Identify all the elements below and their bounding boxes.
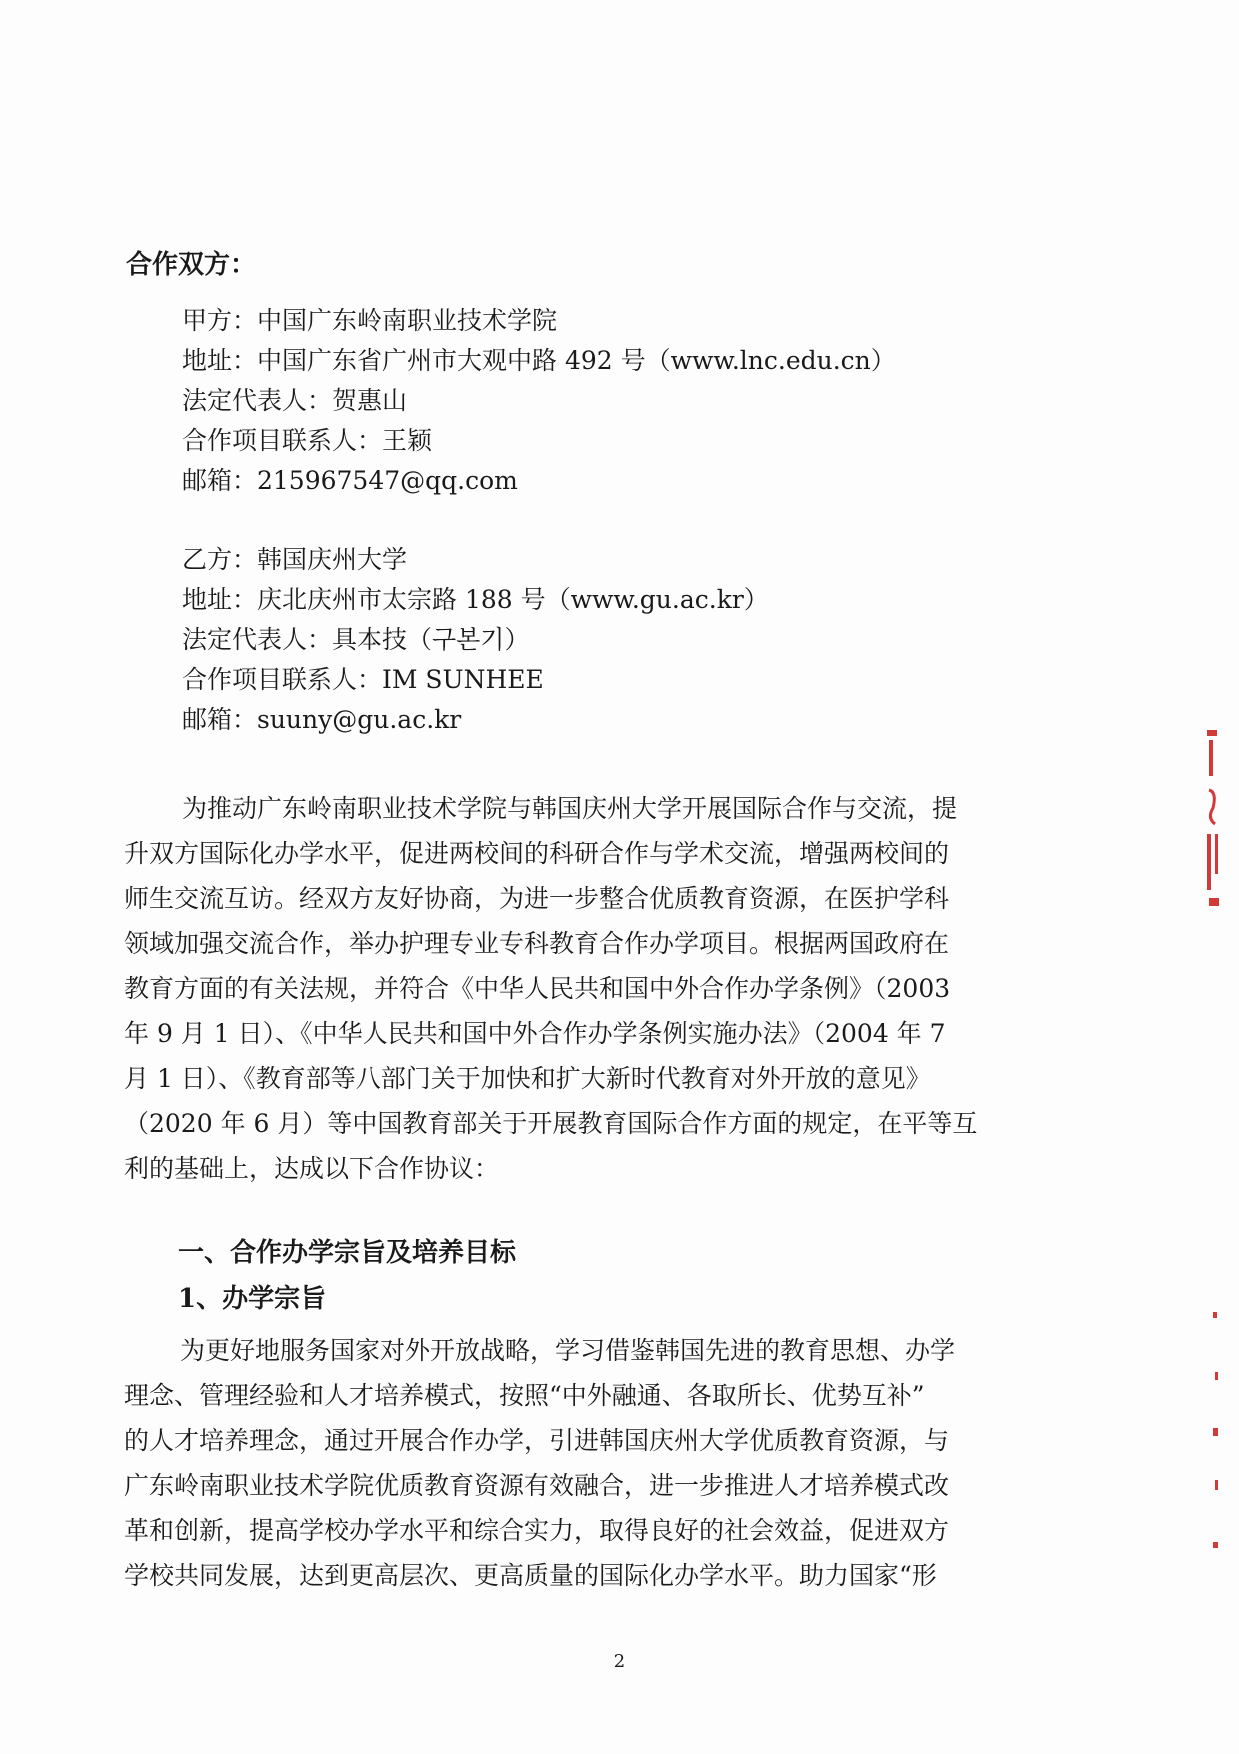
preamble-line: 利的基础上，达成以下合作协议： <box>124 1154 500 1183</box>
preamble-line: 月 1 日）、《教育部等八部门关于加快和扩大新时代教育对外开放的意见》 <box>124 1064 931 1093</box>
paragraph-line: 广东岭南职业技术学院优质教育资源有效融合，进一步推进人才培养模式改 <box>124 1471 950 1500</box>
section-1-heading: 一、合作办学宗旨及培养目标 <box>178 1238 517 1268</box>
preamble-line: 领域加强交流合作，举办护理专业专科教育合作办学项目。根据两国政府在 <box>124 929 950 958</box>
page-number: 2 <box>613 1651 626 1672</box>
paragraph-line: 的人才培养理念，通过开展合作办学，引进韩国庆州大学优质教育资源，与 <box>124 1426 950 1455</box>
subsection-1-heading: 1、办学宗旨 <box>178 1284 327 1314</box>
preamble-line: （2020 年 6 月）等中国教育部关于开展教育国际合作方面的规定，在平等互 <box>124 1109 978 1138</box>
party-a-email: 邮箱：215967547@qq.com <box>182 466 518 495</box>
party-a-contact: 合作项目联系人：王颖 <box>182 426 433 455</box>
subsection-1-paragraph <box>124 1328 955 1598</box>
paragraph-line: 学校共同发展，达到更高层次、更高质量的国际化办学水平。助力国家“形 <box>124 1561 937 1590</box>
party-a-address: 地址：中国广东省广州市大观中路 492 号（www.lnc.edu.cn） <box>182 346 896 375</box>
party-b-contact: 合作项目联系人：IM SUNHEE <box>182 665 544 694</box>
seam-seal-mark <box>1203 730 1225 910</box>
paragraph-line: 革和创新，提高学校办学水平和综合实力，取得良好的社会效益，促进双方 <box>124 1516 950 1545</box>
preamble-line: 升双方国际化办学水平，促进两校间的科研合作与学术交流，增强两校间的 <box>124 839 950 868</box>
preamble-line: 教育方面的有关法规，并符合《中华人民共和国中外合作办学条例》（2003 <box>124 974 951 1003</box>
party-b-email: 邮箱：suuny@gu.ac.kr <box>182 705 462 734</box>
party-a-representative: 法定代表人：贺惠山 <box>182 386 408 415</box>
paragraph-line: 理念、管理经验和人才培养模式，按照“中外融通、各取所长、优势互补” <box>124 1381 925 1410</box>
preamble-line: 为推动广东岭南职业技术学院与韩国庆州大学开展国际合作与交流，提 <box>182 794 958 823</box>
preamble-line: 师生交流互访。经双方友好协商，为进一步整合优质教育资源，在医护学科 <box>124 884 950 913</box>
party-b-address: 地址：庆北庆州市太宗路 188 号（www.gu.ac.kr） <box>182 585 769 614</box>
party-b-representative: 法定代表人：具本技（구본기） <box>182 625 530 654</box>
preamble-paragraph <box>124 786 977 1191</box>
preamble-line: 年 9 月 1 日）、《中华人民共和国中外合作办学条例实施办法》（2004 年 7 <box>124 1019 946 1048</box>
parties-heading: 合作双方： <box>126 250 257 280</box>
paragraph-line: 为更好地服务国家对外开放战略，学习借鉴韩国先进的教育思想、办学 <box>180 1336 956 1365</box>
seam-seal-dots <box>1203 1310 1225 1550</box>
party-a-name: 甲方：中国广东岭南职业技术学院 <box>182 306 558 335</box>
party-b-name: 乙方：韩国庆州大学 <box>182 545 408 574</box>
